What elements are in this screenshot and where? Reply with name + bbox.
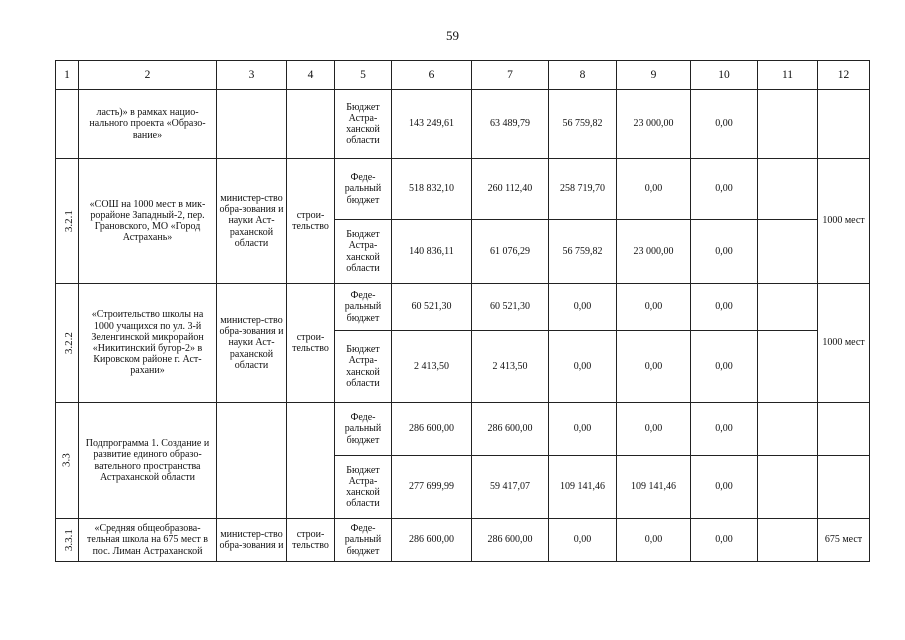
item-name: ласть)» в рамках нацио-нального проекта «Образо-вание»: [79, 90, 217, 159]
value-year-3: 0,00: [617, 331, 691, 403]
value-year-4: 0,00: [691, 456, 758, 519]
value-year-5: [758, 90, 818, 159]
responsible-body: министер-ство обра-зования и науки Аст-раханской области: [217, 159, 287, 284]
result-value: 1000 мест: [818, 284, 870, 403]
table-row: [56, 403, 870, 456]
value-year-5: [758, 456, 818, 519]
column-header: 3: [217, 61, 287, 90]
row-id: 3.3.1: [56, 519, 79, 562]
result-value: 1000 мест: [818, 159, 870, 284]
value-year-2: 0,00: [549, 284, 617, 331]
funding-source: Бюджет Астра-ханской области: [335, 220, 392, 284]
result-value-empty: [818, 456, 870, 519]
value-year-1: 61 076,29: [472, 220, 549, 284]
funding-source: Феде-ральный бюджет: [335, 519, 392, 562]
value-total: 518 832,10: [392, 159, 472, 220]
funding-source: Феде-ральный бюджет: [335, 403, 392, 456]
column-header: 9: [617, 61, 691, 90]
row-id: 3.2.2: [56, 284, 79, 403]
value-year-2: 258 719,70: [549, 159, 617, 220]
value-year-1: 286 600,00: [472, 403, 549, 456]
funding-source: Бюджет Астра-ханской области: [335, 90, 392, 159]
value-year-5: [758, 331, 818, 403]
value-year-5: [758, 159, 818, 220]
item-name: «СОШ на 1000 мест в мик-рорайоне Западный-2, пер. Грановского, МО «Город Астрахань»: [79, 159, 217, 284]
value-year-3: 23 000,00: [617, 220, 691, 284]
value-year-2: 0,00: [549, 519, 617, 562]
table-row: [56, 159, 870, 220]
value-year-1: 59 417,07: [472, 456, 549, 519]
column-header: 7: [472, 61, 549, 90]
table-row: [56, 90, 870, 159]
item-name: «Средняя общеобразова-тельная школа на 675 мест в пос. Лиман Астраханской: [79, 519, 217, 562]
value-year-1: 63 489,79: [472, 90, 549, 159]
value-year-4: 0,00: [691, 159, 758, 220]
value-year-3: 109 141,46: [617, 456, 691, 519]
value-total: 277 699,99: [392, 456, 472, 519]
column-header: 8: [549, 61, 617, 90]
value-year-2: 0,00: [549, 403, 617, 456]
value-year-3: 0,00: [617, 159, 691, 220]
value-year-4: 0,00: [691, 220, 758, 284]
result-value: [818, 90, 870, 159]
column-header: 10: [691, 61, 758, 90]
funding-source: Бюджет Астра-ханской области: [335, 456, 392, 519]
work-type: строи-тельство: [287, 159, 335, 284]
value-year-4: 0,00: [691, 90, 758, 159]
value-year-2: 56 759,82: [549, 220, 617, 284]
header-row: [56, 61, 870, 90]
value-year-1: 260 112,40: [472, 159, 549, 220]
table-row: [56, 519, 870, 562]
result-value: 675 мест: [818, 519, 870, 562]
value-total: 286 600,00: [392, 403, 472, 456]
item-name: «Строительство школы на 1000 учащихся по ул. 3-й Зеленгинской микрорайон «Никитинский бугор-2» в Кировском районе г. Аст-рахани»: [79, 284, 217, 403]
work-type: строи-тельство: [287, 284, 335, 403]
responsible-body: министер-ство обра-зования и науки Аст-раханской области: [217, 284, 287, 403]
column-header: 6: [392, 61, 472, 90]
value-year-5: [758, 519, 818, 562]
work-type: [287, 90, 335, 159]
work-type: [287, 403, 335, 519]
work-type: строи-тельство: [287, 519, 335, 562]
funding-source: Феде-ральный бюджет: [335, 159, 392, 220]
responsible-body: [217, 403, 287, 519]
value-total: 60 521,30: [392, 284, 472, 331]
result-value: [818, 403, 870, 456]
responsible-body: [217, 90, 287, 159]
value-year-4: 0,00: [691, 403, 758, 456]
funding-source: Бюджет Астра-ханской области: [335, 331, 392, 403]
value-year-5: [758, 403, 818, 456]
value-total: 2 413,50: [392, 331, 472, 403]
value-year-1: 2 413,50: [472, 331, 549, 403]
table-row: [56, 284, 870, 331]
value-year-3: 0,00: [617, 284, 691, 331]
value-year-3: 0,00: [617, 403, 691, 456]
column-header: 12: [818, 61, 870, 90]
value-total: 286 600,00: [392, 519, 472, 562]
page-number: 59: [446, 28, 459, 43]
value-year-5: [758, 284, 818, 331]
value-total: 143 249,61: [392, 90, 472, 159]
row-id: 3.3: [56, 403, 79, 519]
value-year-2: 56 759,82: [549, 90, 617, 159]
row-id: [56, 90, 79, 159]
column-header: 5: [335, 61, 392, 90]
value-year-3: 0,00: [617, 519, 691, 562]
value-year-4: 0,00: [691, 284, 758, 331]
budget-table: [55, 60, 870, 562]
column-header: 2: [79, 61, 217, 90]
value-year-5: [758, 220, 818, 284]
value-year-4: 0,00: [691, 331, 758, 403]
column-header: 11: [758, 61, 818, 90]
value-year-4: 0,00: [691, 519, 758, 562]
value-year-1: 60 521,30: [472, 284, 549, 331]
value-year-3: 23 000,00: [617, 90, 691, 159]
value-year-2: 0,00: [549, 331, 617, 403]
funding-source: Феде-ральный бюджет: [335, 284, 392, 331]
item-name: Подпрограмма 1. Создание и развитие единого образо-вательного пространства Астраханской области: [79, 403, 217, 519]
value-total: 140 836,11: [392, 220, 472, 284]
value-year-2: 109 141,46: [549, 456, 617, 519]
row-id: 3.2.1: [56, 159, 79, 284]
column-header: 4: [287, 61, 335, 90]
responsible-body: министер-ство обра-зования и: [217, 519, 287, 562]
value-year-1: 286 600,00: [472, 519, 549, 562]
column-header: 1: [56, 61, 79, 90]
